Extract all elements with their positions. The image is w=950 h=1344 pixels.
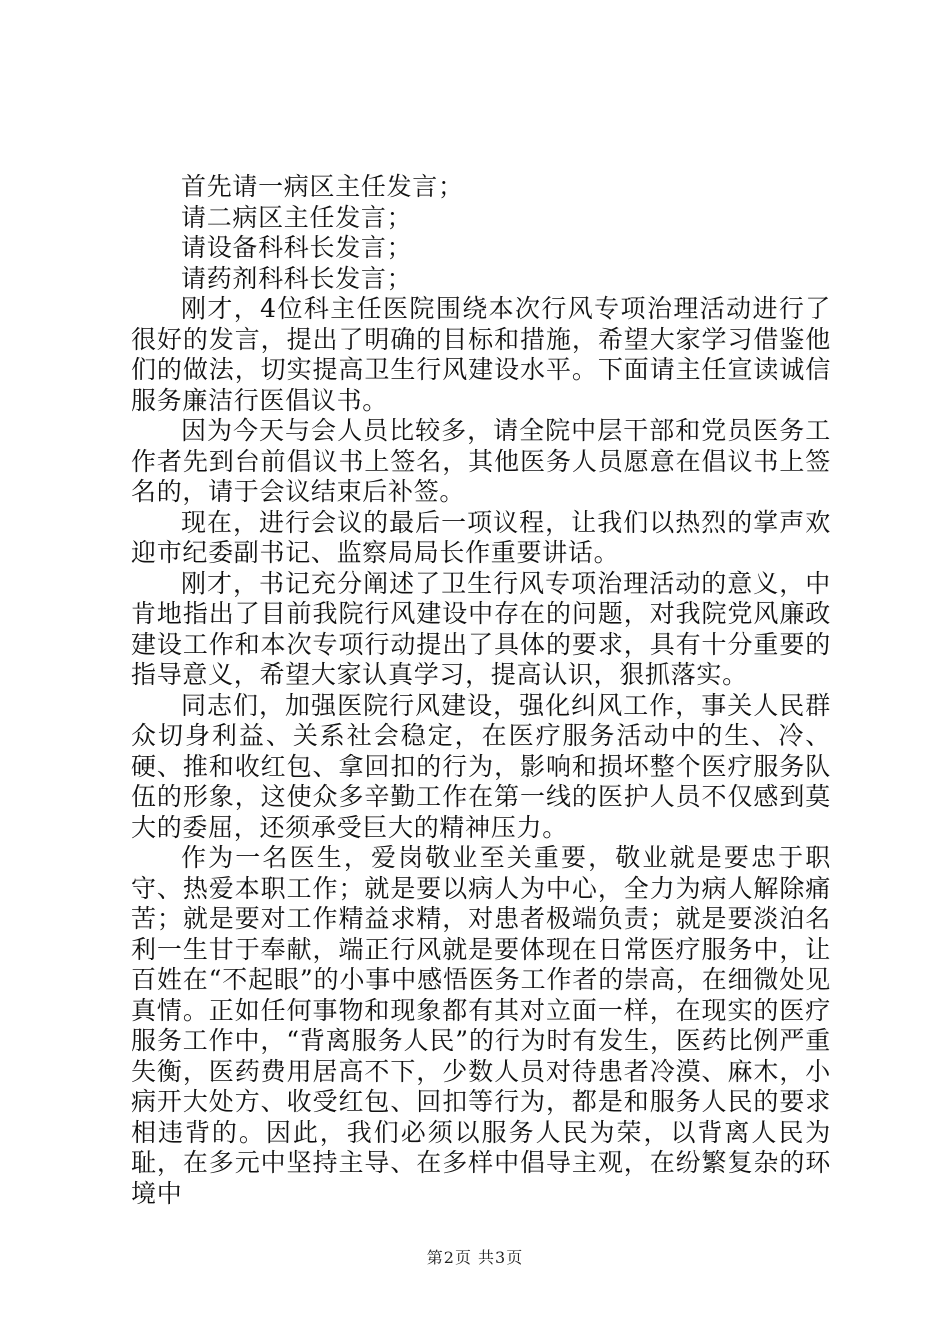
page-footer: [0, 1245, 950, 1268]
page-number: 第2页 共3页: [426, 1248, 524, 1267]
paragraph: 刚才，4位科主任医院围绕本次行风专项治理活动进行了很好的发言，提出了明确的目标和措施，希望大家学习借鉴他们的做法，切实提高卫生行风建设水平。下面请主任宣读诚信服务廉洁行医倡议书。: [131, 294, 831, 415]
paragraph: 请药剂科科长发言；: [181, 263, 413, 293]
paragraph: 请二病区主任发言；: [181, 202, 413, 232]
paragraph: 首先请一病区主任发言；: [181, 172, 464, 201]
paragraph: 作为一名医生，爱岗敬业至关重要，敬业就是要忠于职守、热爱本职工作；就是要以病人为中心，全力为病人解除痛苦；就是要对工作精益求精，对患者极端负责；就是要淡泊名利一生甘于奉献，端正行风就是要体现在日常医疗服务中，让百姓在“不起眼”的小事中感悟医务工作者的崇高，在细微处见真情。正如任何事物和现象都有其对立面一样，在现实的医疗服务工作中，“背离服务人民”的行为时有发生，医药比例严重失衡，医药费用居高不下，少数人员对待患者冷漠、麻木，小病开大处方、收受红包、回扣等行为，都是和服务人民的要求相违背的。因此，我们必须以服务人民为荣，以背离人民为耻，在多元中坚持主导、在多样中倡导主观，在纷繁复杂的环境中: [131, 843, 831, 1208]
paragraph: 现在，进行会议的最后一项议程，让我们以热烈的掌声欢迎市纪委副书记、监察局局长作重要讲话。: [131, 507, 831, 567]
document-body: [131, 172, 831, 1209]
paragraph: 刚才，书记充分阐述了卫生行风专项治理活动的意义，中肯地指出了目前我院行风建设中存在的问题，对我院党风廉政建设工作和本次专项行动提出了具体的要求，具有十分重要的指导意义，希望大家认真学习，提高认识，狠抓落实。: [131, 568, 831, 689]
paragraph: 同志们，加强医院行风建设，强化纠风工作，事关人民群众切身利益、关系社会稳定，在医疗服务活动中的生、冷、硬、推和收红包、拿回扣的行为，影响和损坏整个医疗服务队伍的形象，这使众多辛勤工作在第一线的医护人员不仅感到莫大的委屈，还须承受巨大的精神压力。: [131, 690, 831, 842]
paragraph: 因为今天与会人员比较多，请全院中层干部和党员医务工作者先到台前倡议书上签名，其他医务人员愿意在倡议书上签名的，请于会议结束后补签。: [131, 416, 831, 506]
paragraph: 请设备科科长发言；: [181, 233, 413, 262]
